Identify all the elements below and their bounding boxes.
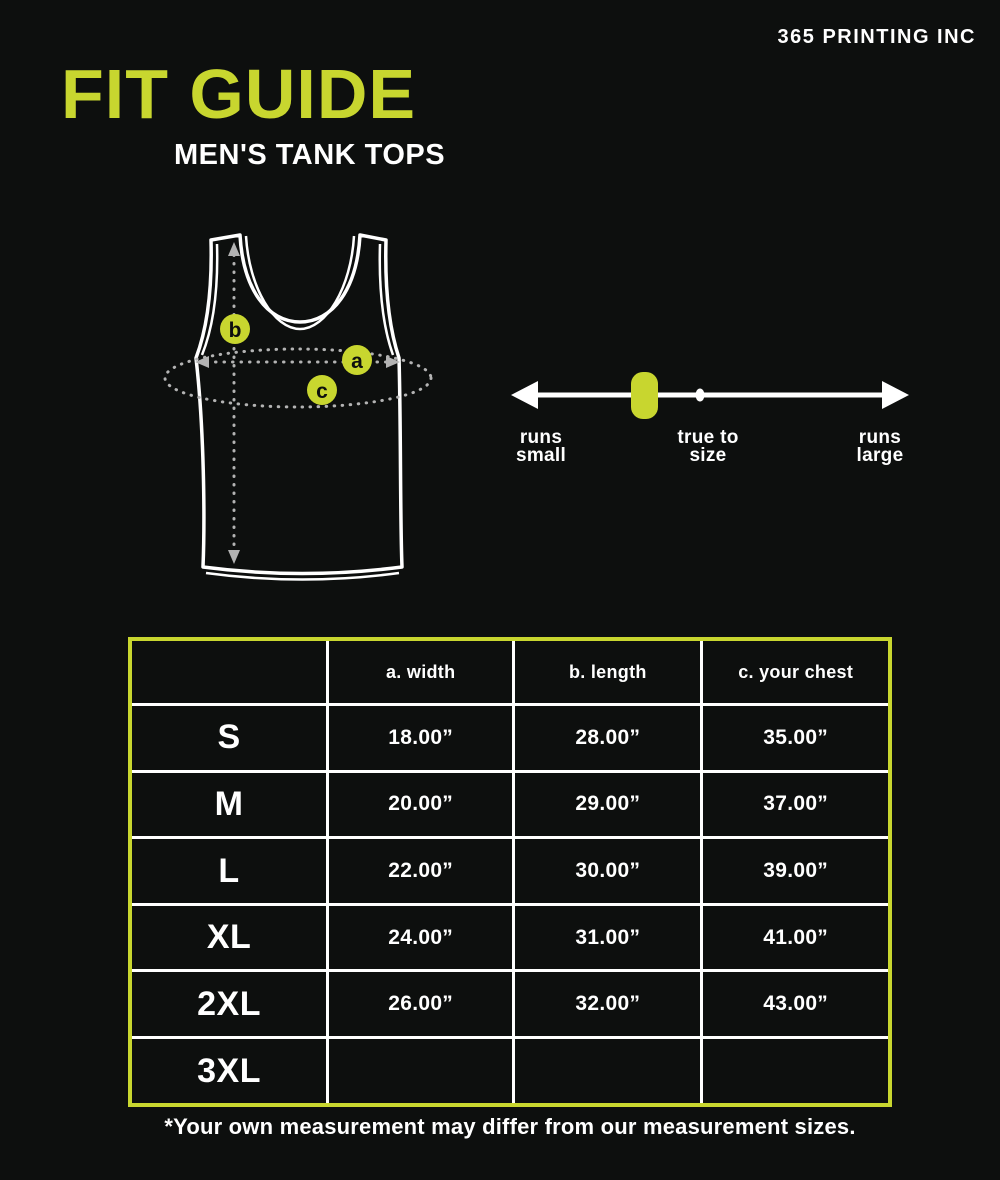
table-row	[130, 971, 890, 1038]
marker-a-label: a	[351, 350, 363, 373]
length-value: 32.00”	[514, 971, 702, 1038]
page-title: FIT GUIDE	[61, 55, 417, 133]
table-row	[130, 904, 890, 971]
tank-top-diagram	[150, 218, 450, 598]
width-value	[328, 1038, 514, 1105]
fit-scale	[505, 362, 915, 432]
header-size	[130, 639, 328, 705]
table-row	[130, 1038, 890, 1105]
marker-b-label: b	[228, 319, 242, 342]
length-value: 30.00”	[514, 838, 702, 905]
chest-value	[702, 1038, 890, 1105]
size-label: XL	[130, 904, 328, 971]
size-label: L	[130, 838, 328, 905]
length-arrow-up-icon	[228, 242, 240, 256]
chest-value: 39.00”	[702, 838, 890, 905]
tank-neckline-stitch	[246, 236, 354, 329]
scale-label-true-to-size	[677, 429, 738, 465]
scale-label-runs-small	[516, 429, 566, 465]
size-table	[128, 637, 892, 1107]
size-label: 3XL	[130, 1038, 328, 1105]
length-value: 28.00”	[514, 705, 702, 772]
length-value: 31.00”	[514, 904, 702, 971]
width-value: 20.00”	[328, 771, 514, 838]
width-value: 18.00”	[328, 705, 514, 772]
scale-label-line: runs	[519, 427, 563, 448]
size-table-container	[128, 637, 892, 1107]
tank-outline	[196, 235, 402, 574]
scale-label-line: true to	[677, 427, 739, 448]
size-label: 2XL	[130, 971, 328, 1038]
chest-value: 41.00”	[702, 904, 890, 971]
chest-measure-ellipse	[165, 349, 431, 407]
width-value: 22.00”	[328, 838, 514, 905]
chest-value: 37.00”	[702, 771, 890, 838]
page-subtitle: MEN'S TANK TOPS	[174, 139, 446, 171]
length-value: 29.00”	[514, 771, 702, 838]
scale-label-line: large	[856, 445, 904, 466]
scale-label-line: size	[689, 445, 727, 466]
true-to-size-dot	[696, 389, 705, 402]
fit-scale-marker	[631, 372, 658, 419]
chest-value: 35.00”	[702, 705, 890, 772]
fit-scale-arrow-right-icon	[882, 381, 909, 409]
width-value: 26.00”	[328, 971, 514, 1038]
size-label: S	[130, 705, 328, 772]
brand-name: 365 PRINTING INC	[777, 26, 976, 48]
table-header-row	[130, 639, 890, 705]
scale-label-runs-large	[857, 429, 904, 465]
table-row	[130, 705, 890, 772]
chest-value: 43.00”	[702, 971, 890, 1038]
marker-c-label: c	[316, 380, 328, 403]
scale-label-line: runs	[858, 427, 902, 448]
header-chest: c. your chest	[702, 639, 890, 705]
size-label: M	[130, 771, 328, 838]
fit-scale-arrow-left-icon	[511, 381, 538, 409]
scale-label-line: small	[515, 445, 567, 466]
table-row	[130, 771, 890, 838]
measurement-disclaimer: *Your own measurement may differ from our measurement sizes.	[164, 1114, 856, 1139]
table-row	[130, 838, 890, 905]
width-value: 24.00”	[328, 904, 514, 971]
length-value	[514, 1038, 702, 1105]
header-length: b. length	[514, 639, 702, 705]
header-width: a. width	[328, 639, 514, 705]
length-arrow-down-icon	[228, 550, 240, 564]
